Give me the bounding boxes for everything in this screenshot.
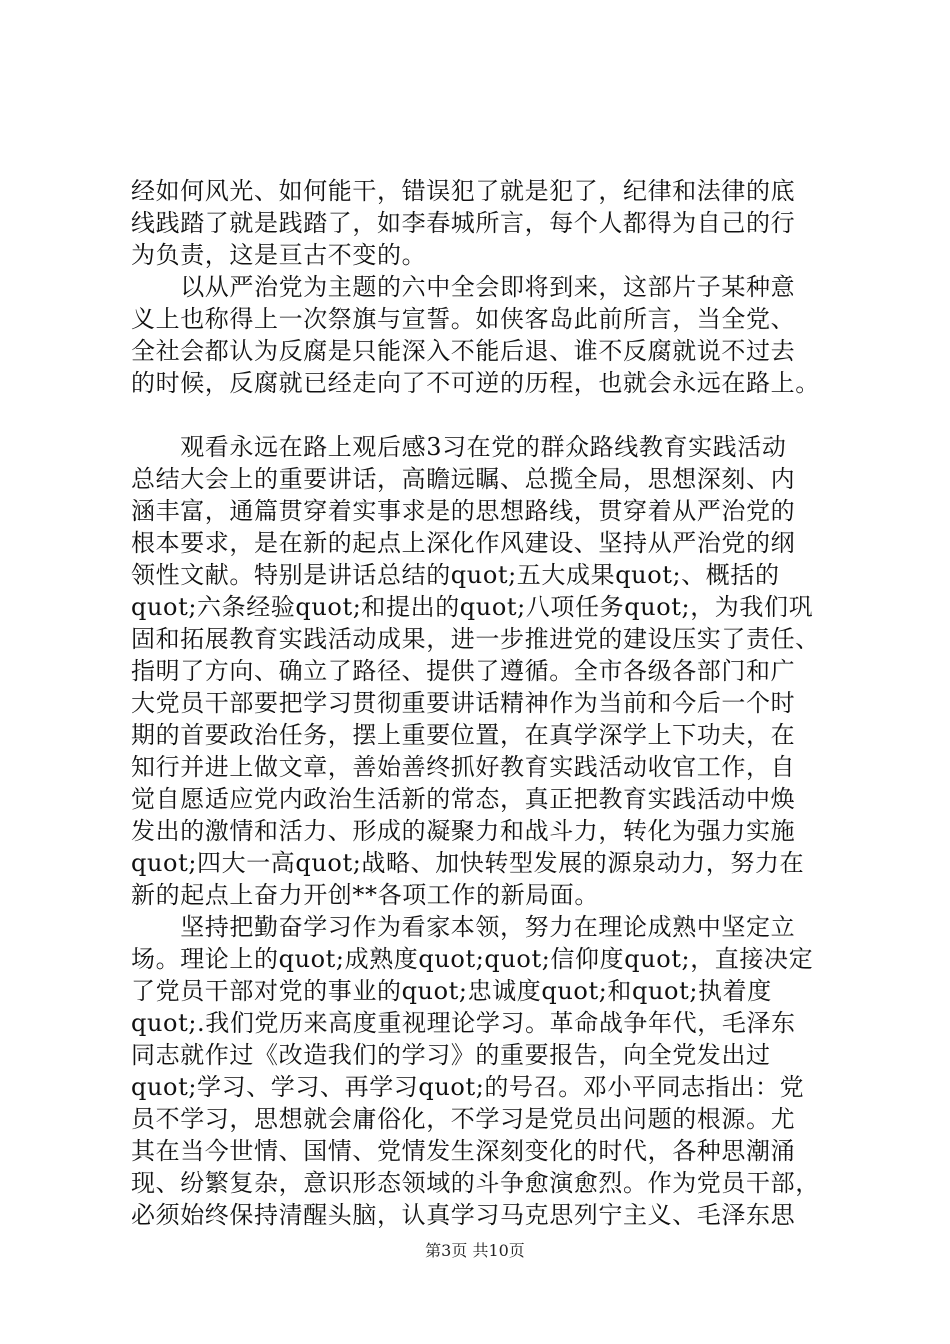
text-line: 指明了方向、确立了路径、提供了遵循。全市各级各部门和广 xyxy=(131,657,796,685)
text-line: 现、纷繁复杂，意识形态领域的斗争愈演愈烈。作为党员干部， xyxy=(131,1169,820,1197)
text-line: quot;.我们党历来高度重视理论学习。革命战争年代，毛泽东 xyxy=(131,1009,796,1037)
text-line: 根本要求，是在新的起点上深化作风建设、坚持从严治党的纲 xyxy=(131,529,796,557)
text-line: 全社会都认为反腐是只能深入不能后退、谁不反腐就说不过去 xyxy=(131,337,796,365)
text-line: 必须始终保持清醒头脑，认真学习马克思列宁主义、毛泽东思 xyxy=(131,1201,796,1229)
text-line: 的时候，反腐就已经走向了不可逆的历程，也就会永远在路上。 xyxy=(131,369,820,397)
text-line: 了党员干部对党的事业的quot;忠诚度quot;和quot;执着度 xyxy=(131,977,772,1005)
text-line: 同志就作过《改造我们的学习》的重要报告，向全党发出过 xyxy=(131,1041,771,1069)
text-line: 观看永远在路上观后感3习在党的群众路线教育实践活动 xyxy=(131,433,787,461)
text-line: quot;学习、学习、再学习quot;的号召。邓小平同志指出：党 xyxy=(131,1073,805,1101)
text-line: quot;六条经验quot;和提出的quot;八项任务quot;，为我们巩 xyxy=(131,593,814,621)
text-line: 大党员干部要把学习贯彻重要讲话精神作为当前和今后一个时 xyxy=(131,689,796,717)
text-line: 坚持把勤奋学习作为看家本领，努力在理论成熟中坚定立 xyxy=(131,913,796,941)
text-line: 员不学习，思想就会庸俗化，不学习是党员出问题的根源。尤 xyxy=(131,1105,796,1133)
text-line: 义上也称得上一次祭旗与宣誓。如侠客岛此前所言，当全党、 xyxy=(131,305,796,333)
blank-line xyxy=(131,400,831,430)
text-line: 涵丰富，通篇贯穿着实事求是的思想路线，贯穿着从严治党的 xyxy=(131,497,796,525)
text-line: 领性文献。特别是讲话总结的quot;五大成果quot;、概括的 xyxy=(131,561,780,589)
text-line: 总结大会上的重要讲话，高瞻远瞩、总揽全局，思想深刻、内 xyxy=(131,465,796,493)
text-line: 新的起点上奋力开创**各项工作的新局面。 xyxy=(131,881,599,909)
text-line: 发出的激情和活力、形成的凝聚力和战斗力，转化为强力实施 xyxy=(131,817,796,845)
text-line: 经如何风光、如何能干，错误犯了就是犯了，纪律和法律的底 xyxy=(131,177,796,205)
text-line: 线践踏了就是践踏了，如李春城所言，每个人都得为自己的行 xyxy=(131,209,796,237)
page-footer: 第3页 共10页 xyxy=(425,1241,525,1260)
text-line: 场。理论上的quot;成熟度quot;quot;信仰度quot;，直接决定 xyxy=(131,945,814,973)
text-line: 知行并进上做文章，善始善终抓好教育实践活动收官工作，自 xyxy=(131,753,796,781)
text-line: 觉自愿适应党内政治生活新的常态，真正把教育实践活动中焕 xyxy=(131,785,796,813)
text-line: 期的首要政治任务，摆上重要位置，在真学深学上下功夫，在 xyxy=(131,721,796,749)
text-line: 为负责，这是亘古不变的。 xyxy=(131,241,427,269)
text-line: quot;四大一高quot;战略、加快转型发展的源泉动力，努力在 xyxy=(131,849,805,877)
text-line: 其在当今世情、国情、党情发生深刻变化的时代，各种思潮涌 xyxy=(131,1137,796,1165)
text-line: 固和拓展教育实践活动成果，进一步推进党的建设压实了责任、 xyxy=(131,625,820,653)
text-line: 以从严治党为主题的六中全会即将到来，这部片子某种意 xyxy=(131,273,796,301)
